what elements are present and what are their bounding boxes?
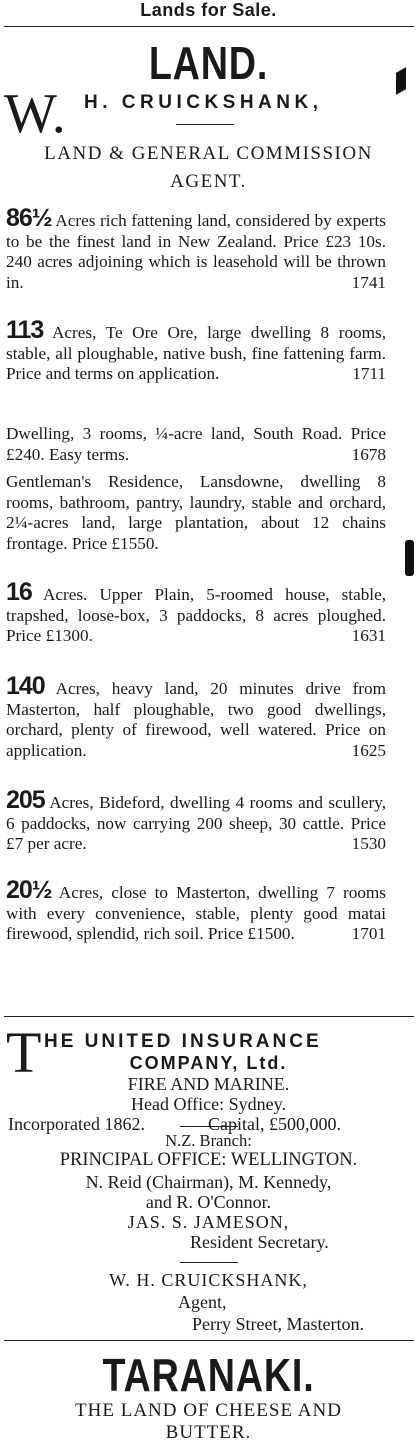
insurance-ad-line-3: FIRE AND MARINE. bbox=[127, 1074, 290, 1094]
listing-lead: 113 bbox=[6, 316, 44, 344]
land-ad-name: H. CRUICKSHANK, bbox=[84, 92, 323, 113]
land-ad-initial: W. bbox=[4, 83, 66, 145]
listing-text: Acres, Te Ore Ore, large dwelling 8 rooms, stable, all ploughable, native bush, fine fattening farm. Price and terms on application. bbox=[6, 323, 386, 383]
listing-text: Acres. Upper Plain, 5-roomed house, stable, trapshed, loose-box, 3 paddocks, 8 acres ploughed. Price £1300. bbox=[6, 585, 386, 645]
insurance-capital: Capital, £500,000. bbox=[208, 1114, 341, 1134]
listing-text: Gentleman's Residence, Lansdowne, dwelling 8 rooms, bathroom, pantry, laundry, stable and orchard, 2¼-acres land, large plantation, about 12 chains frontage. Price £1550. bbox=[6, 472, 386, 553]
listing-ref: 1701 bbox=[351, 924, 386, 943]
listing bbox=[6, 786, 386, 855]
listing-lead: 16 bbox=[6, 578, 32, 606]
listing bbox=[6, 472, 386, 554]
ink-blot bbox=[396, 67, 406, 95]
insurance-branch: N.Z. Branch: bbox=[165, 1131, 252, 1150]
header-rule bbox=[4, 26, 414, 27]
taranaki-line-2: BUTTER. bbox=[165, 1422, 252, 1443]
insurance-principal-office: PRINCIPAL OFFICE: WELLINGTON. bbox=[59, 1150, 358, 1170]
ad-separator-rule bbox=[4, 1340, 414, 1341]
insurance-head-office: Head Office: Sydney. bbox=[131, 1094, 286, 1114]
listing-ref: 1631 bbox=[351, 626, 386, 645]
listing-lead: 140 bbox=[6, 672, 45, 700]
listing bbox=[6, 672, 386, 761]
name-underline bbox=[176, 124, 234, 125]
listing-lead: 205 bbox=[6, 786, 45, 814]
listing-text: Dwelling, 3 rooms, ¼-acre land, South Road. Price £240. Easy terms. bbox=[6, 424, 386, 464]
insurance-ad-line-2: COMPANY, Ltd. bbox=[129, 1053, 288, 1073]
listing-text: Acres rich fattening land, considered by experts to be the finest land in New Zealand. Price £23 10s. 240 acres adjoining which is leasehold will be thrown in. bbox=[6, 211, 386, 292]
agent-address: Perry Street, Masterton. bbox=[192, 1314, 364, 1334]
role-line-1: LAND & GENERAL COMMISSION bbox=[44, 143, 373, 164]
agent-title: Agent, bbox=[178, 1292, 227, 1312]
listing bbox=[6, 424, 386, 465]
ad-separator-rule bbox=[4, 1016, 414, 1017]
listing bbox=[6, 316, 386, 385]
divider bbox=[180, 1262, 238, 1263]
insurance-directors-2: and R. O'Connor. bbox=[145, 1192, 272, 1212]
taranaki-ad-title: TARANAKI. bbox=[102, 1349, 315, 1401]
listing-ref: 1711 bbox=[352, 364, 386, 383]
listing-text: Acres, heavy land, 20 minutes drive from Masterton, half ploughable, two good dwellings, orchard, plenty of firewood, well watered. Price on application. bbox=[6, 679, 386, 760]
taranaki-line-1: THE LAND OF CHEESE AND bbox=[75, 1400, 342, 1421]
insurance-secretary-name: JAS. S. JAMESON, bbox=[127, 1212, 290, 1232]
land-ad-title: LAND. bbox=[148, 37, 269, 89]
listing bbox=[6, 204, 386, 293]
ink-blot bbox=[405, 540, 414, 576]
listing-text: Acres, Bideford, dwelling 4 rooms and scullery, 6 paddocks, now carrying 200 sheep, 30 cattle. Price £7 per acre. bbox=[6, 793, 386, 853]
role-line-2: AGENT. bbox=[170, 171, 247, 192]
insurance-directors-1: N. Reid (Chairman), M. Kennedy, bbox=[85, 1172, 332, 1192]
listing bbox=[6, 876, 386, 945]
divider bbox=[180, 1126, 238, 1127]
land-ad-role bbox=[0, 140, 417, 196]
listing-lead: 20½ bbox=[6, 876, 52, 904]
listing-ref: 1741 bbox=[351, 272, 386, 292]
insurance-ad-initial: T bbox=[6, 1020, 42, 1085]
insurance-ad-line-1: HE UNITED INSURANCE bbox=[44, 1031, 322, 1052]
listing bbox=[6, 578, 386, 647]
listing-ref: 1530 bbox=[351, 834, 386, 853]
insurance-incorporated: Incorporated 1862. bbox=[8, 1114, 145, 1134]
listing-text: Acres, close to Masterton, dwelling 7 rooms with every convenience, stable, plenty good matai firewood, splendid, rich soil. Price £1500. bbox=[6, 883, 386, 943]
agent-name: W. H. CRUICKSHANK, bbox=[109, 1270, 308, 1290]
insurance-secretary-title: Resident Secretary. bbox=[190, 1232, 329, 1252]
listing-ref: 1678 bbox=[351, 444, 386, 464]
section-header: Lands for Sale. bbox=[140, 0, 277, 20]
listing-lead: 86½ bbox=[6, 204, 52, 232]
listing-ref: 1625 bbox=[351, 740, 386, 760]
